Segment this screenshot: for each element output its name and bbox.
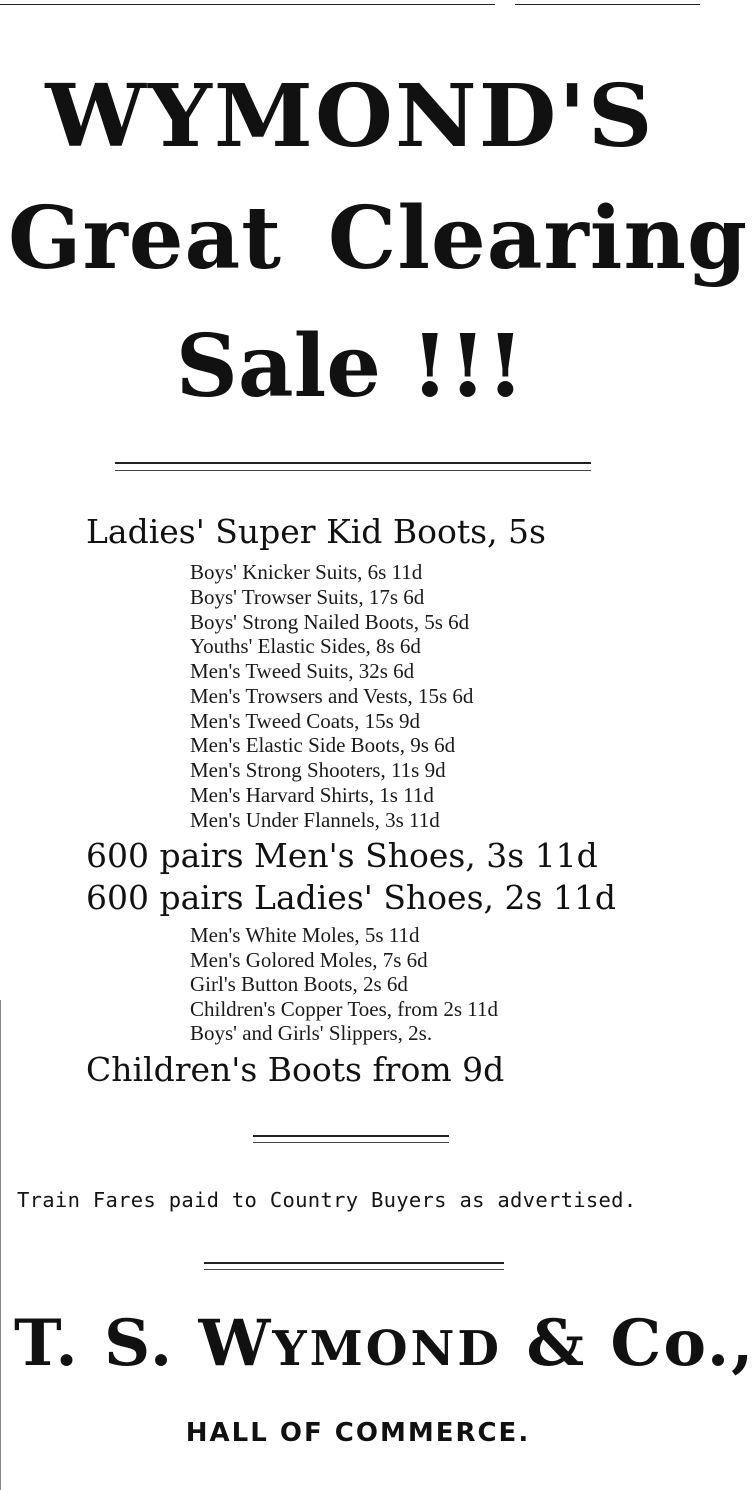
company-surname: WYMOND <box>198 1306 503 1381</box>
top-border-rule <box>0 4 495 5</box>
headline-great: Great <box>8 188 282 289</box>
company-suffix: & Co., <box>526 1306 755 1381</box>
price-item: Boys' Knicker Suits, 6s 11d <box>190 560 423 584</box>
top-border-rule <box>515 4 700 5</box>
company-initials: T. S. <box>14 1306 175 1381</box>
headline-sale: Sale !!! <box>175 316 525 417</box>
price-item: Children's Copper Toes, from 2s 11d <box>190 997 498 1021</box>
price-item: Men's Harvard Shirts, 1s 11d <box>190 783 434 807</box>
price-item-large: Ladies' Super Kid Boots, 5s <box>86 512 546 551</box>
divider-rule <box>115 462 591 471</box>
price-item: Girl's Button Boots, 2s 6d <box>190 972 408 996</box>
price-item: Men's Strong Shooters, 11s 9d <box>190 758 446 782</box>
headline-clearing: Clearing <box>327 188 749 289</box>
price-item: Boys' and Girls' Slippers, 2s. <box>190 1021 433 1045</box>
price-item: Men's White Moles, 5s 11d <box>190 923 420 947</box>
company-address: HALL OF COMMERCE. <box>185 1418 531 1448</box>
divider-rule <box>253 1135 449 1143</box>
page-edge-line <box>0 1000 1 1490</box>
price-item: Men's Elastic Side Boots, 9s 6d <box>190 733 456 757</box>
headline-wymonds: WYMOND'S <box>45 66 655 167</box>
price-item: Youths' Elastic Sides, 8s 6d <box>190 634 421 658</box>
divider-rule <box>204 1262 504 1270</box>
price-item-large: Children's Boots from 9d <box>86 1050 505 1089</box>
company-name <box>14 1306 755 1381</box>
price-item: Men's Golored Moles, 7s 6d <box>190 948 428 972</box>
price-item: Men's Tweed Suits, 32s 6d <box>190 659 415 683</box>
headline-great-clearing <box>8 188 749 289</box>
price-item: Men's Under Flannels, 3s 11d <box>190 808 440 832</box>
price-item: Men's Trowsers and Vests, 15s 6d <box>190 684 474 708</box>
price-item: Boys' Strong Nailed Boots, 5s 6d <box>190 610 470 634</box>
price-item-large: 600 pairs Men's Shoes, 3s 11d <box>86 836 598 875</box>
price-item: Men's Tweed Coats, 15s 9d <box>190 709 420 733</box>
price-item: Boys' Trowser Suits, 17s 6d <box>190 585 425 609</box>
price-item-large: 600 pairs Ladies' Shoes, 2s 11d <box>86 878 617 917</box>
train-fares-notice: Train Fares paid to Country Buyers as advertised. <box>17 1188 637 1212</box>
